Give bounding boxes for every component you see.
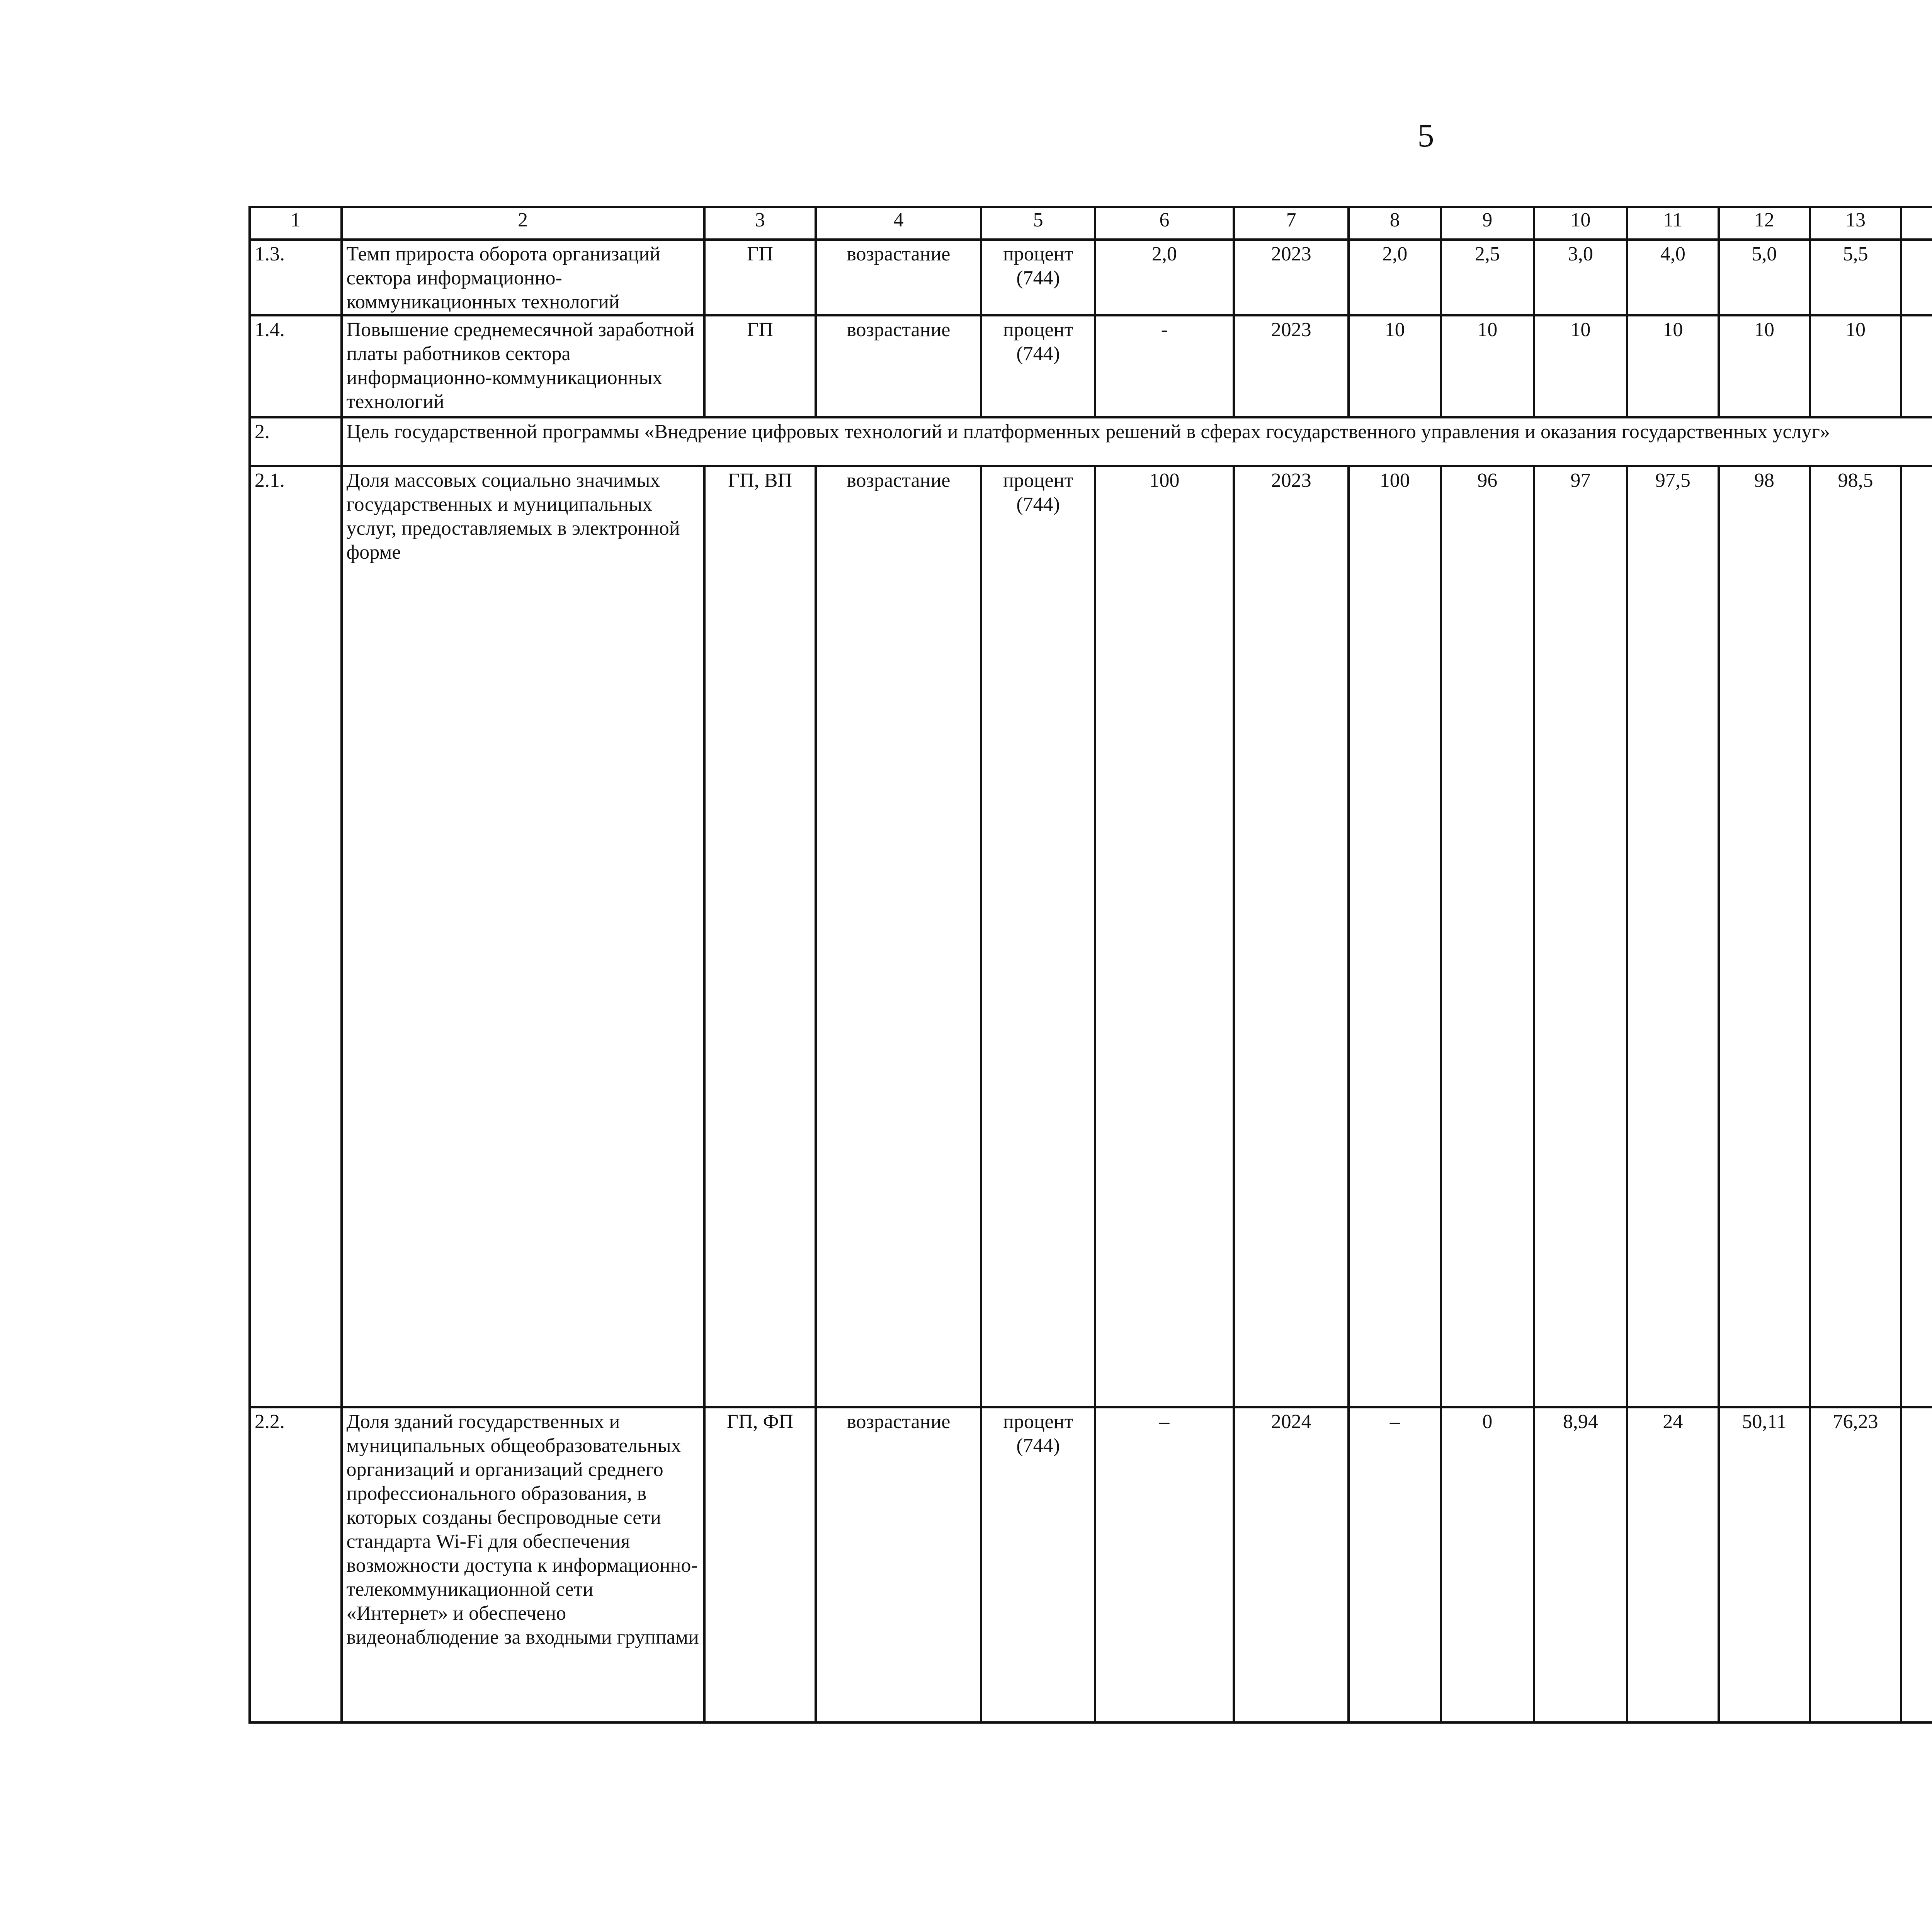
indicator-unit: процент (744) xyxy=(981,240,1095,315)
header-cell: 5 xyxy=(981,207,1095,240)
value-cell: 98 xyxy=(1719,466,1810,1407)
value-cell xyxy=(1901,1407,1932,1722)
base-year: 2024 xyxy=(1234,1407,1349,1722)
header-cell: 12 xyxy=(1719,207,1810,240)
row-number: 1.4. xyxy=(250,315,342,417)
header-row xyxy=(250,207,1932,240)
indicator-trend: возрастание xyxy=(816,240,981,315)
indicator-unit: процент (744) xyxy=(981,315,1095,417)
indicator-name: Повышение среднемесячной заработной платы работников сектора информационно-коммуникационных технологий xyxy=(342,315,704,417)
value-cell: 8,94 xyxy=(1534,1407,1628,1722)
header-cell: 11 xyxy=(1627,207,1719,240)
base-value: 100 xyxy=(1095,466,1234,1407)
row-number: 1.3. xyxy=(250,240,342,315)
header-cell: 6 xyxy=(1095,207,1234,240)
page-number: 5 xyxy=(1417,117,1434,154)
value-cell: 2,0 xyxy=(1349,240,1441,315)
indicator-level: ГП xyxy=(704,315,816,417)
header-cell: 9 xyxy=(1441,207,1534,240)
header-cell: 10 xyxy=(1534,207,1628,240)
indicator-trend: возрастание xyxy=(816,466,981,1407)
base-value: – xyxy=(1095,1407,1234,1722)
value-cell: 5,5 xyxy=(1810,240,1901,315)
value-cell: 0 xyxy=(1441,1407,1534,1722)
value-cell: 50,11 xyxy=(1719,1407,1810,1722)
indicator-trend: возрастание xyxy=(816,1407,981,1722)
table-row xyxy=(250,315,1932,417)
value-cell xyxy=(1901,315,1932,417)
indicator-name: Доля массовых социально значимых государственных и муниципальных услуг, предоставляемых в электронной форме xyxy=(342,466,704,1407)
indicator-level: ГП, ВП xyxy=(704,466,816,1407)
value-cell: 3,0 xyxy=(1534,240,1628,315)
indicator-unit: процент (744) xyxy=(981,466,1095,1407)
value-cell: 5,0 xyxy=(1719,240,1810,315)
base-value: - xyxy=(1095,315,1234,417)
value-cell: 10 xyxy=(1810,315,1901,417)
header-cell: 3 xyxy=(704,207,816,240)
value-cell: 98,5 xyxy=(1810,466,1901,1407)
goal-row xyxy=(250,417,1932,466)
table-row xyxy=(250,240,1932,315)
value-cell xyxy=(1901,466,1932,1407)
indicator-level: ГП xyxy=(704,240,816,315)
row-number: 2.2. xyxy=(250,1407,342,1722)
base-year: 2023 xyxy=(1234,240,1349,315)
value-cell: 97 xyxy=(1534,466,1628,1407)
header-cell xyxy=(1901,207,1932,240)
value-cell: 4,0 xyxy=(1627,240,1719,315)
value-cell: 10 xyxy=(1627,315,1719,417)
value-cell: 2,5 xyxy=(1441,240,1534,315)
indicator-trend: возрастание xyxy=(816,315,981,417)
table-row xyxy=(250,1407,1932,1722)
base-year: 2023 xyxy=(1234,315,1349,417)
base-value: 2,0 xyxy=(1095,240,1234,315)
value-cell: 10 xyxy=(1349,315,1441,417)
header-cell: 7 xyxy=(1234,207,1349,240)
value-cell: 10 xyxy=(1719,315,1810,417)
value-cell: 100 xyxy=(1349,466,1441,1407)
value-cell: 24 xyxy=(1627,1407,1719,1722)
value-cell: 96 xyxy=(1441,466,1534,1407)
value-cell xyxy=(1901,240,1932,315)
value-cell: 10 xyxy=(1441,315,1534,417)
header-cell: 2 xyxy=(342,207,704,240)
base-year: 2023 xyxy=(1234,466,1349,1407)
value-cell: 76,23 xyxy=(1810,1407,1901,1722)
row-number: 2. xyxy=(250,417,342,466)
row-number: 2.1. xyxy=(250,466,342,1407)
value-cell: 97,5 xyxy=(1627,466,1719,1407)
indicators-table xyxy=(248,206,1932,1724)
indicator-name: Доля зданий государственных и муниципальных общеобразовательных организаций и организаций среднего профессионального образования, в которых созданы беспроводные сети стандарта Wi-Fi для обеспечения возможности доступа к информационно-телекоммуникационной сети «Интернет» и обеспечено видеонаблюдение за входными группами xyxy=(342,1407,704,1722)
indicator-unit: процент (744) xyxy=(981,1407,1095,1722)
header-cell: 13 xyxy=(1810,207,1901,240)
indicator-level: ГП, ФП xyxy=(704,1407,816,1722)
value-cell: 10 xyxy=(1534,315,1628,417)
header-cell: 1 xyxy=(250,207,342,240)
indicator-name: Темп прироста оборота организаций сектора информационно-коммуникационных технологий xyxy=(342,240,704,315)
value-cell: – xyxy=(1349,1407,1441,1722)
header-cell: 8 xyxy=(1349,207,1441,240)
goal-text: Цель государственной программы «Внедрение цифровых технологий и платформенных решений в сферах государственного управления и оказания государственных услуг» xyxy=(342,417,1932,466)
table-row xyxy=(250,466,1932,1407)
header-cell: 4 xyxy=(816,207,981,240)
